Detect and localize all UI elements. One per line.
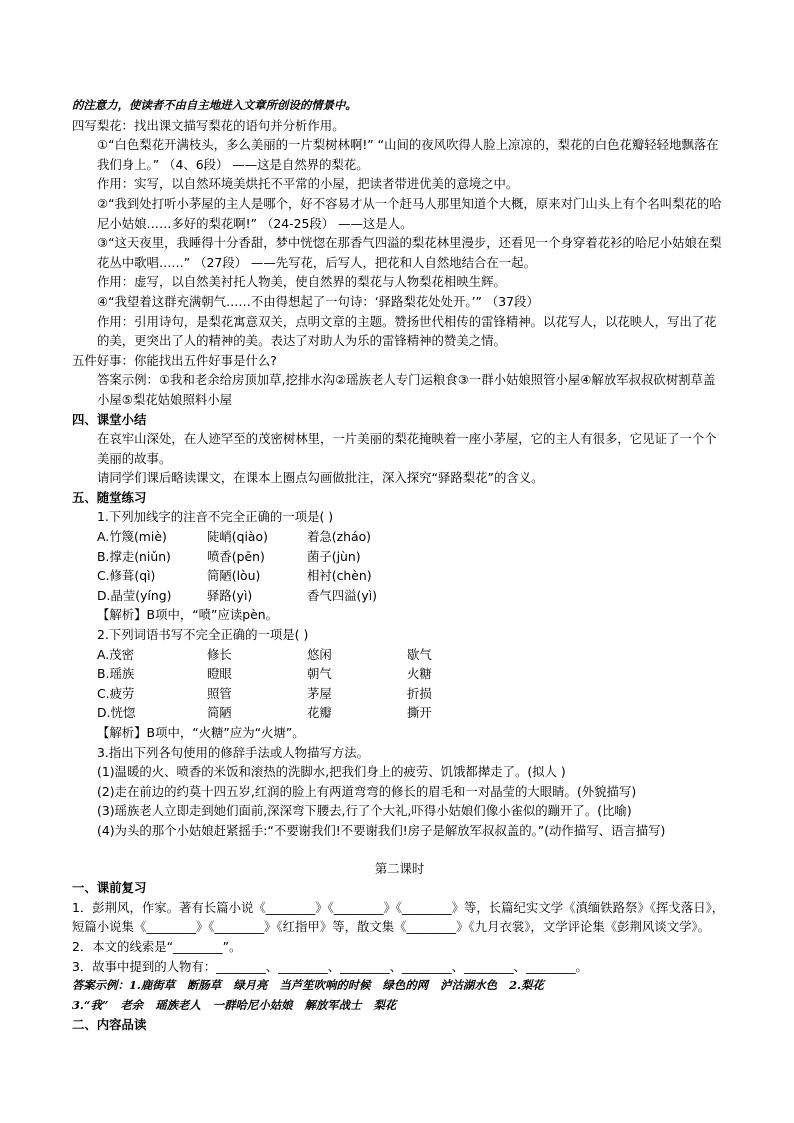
analysis-line: 作用：实写，以自然环境美烘托不平常的小屋，把读者带进优美的意境之中。 xyxy=(97,176,519,192)
sub-question: (4)为头的那个小姑娘赶紧摇手:“不要谢我们!不要谢我们!房子是解放军叔叔盖的。”(动作描写、语言描写) xyxy=(97,822,666,838)
option-c: C.修葺(qì) 简陋(lòu) 相衬(chèn) xyxy=(97,568,372,584)
section-heading: 四写梨花：找出课文描写梨花的语句并分析作用。 xyxy=(72,117,345,133)
review-item: 1．彭荆风，作家。著有长篇小说《________》《________》《________》等，长篇纪实文学《滇缅铁路祭》《挥戈落日》，短篇小说集《________》《________》《红指甲》等，散文集《________》《九月衣裳》，文学评论集《彭荆风谈文学》。 xyxy=(72,899,725,935)
option-d: D.恍惚 简陋 花瓣 撕开 xyxy=(97,705,432,721)
quote-paragraph: ③“这天夜里，我睡得十分香甜，梦中恍惚在那香气四溢的梨花林里漫步，还看见一个身穿着花衫的哈尼小姑娘在梨花丛中歌唱……” （27段） ——先写花，后写人，把花和人自然地结合在一起。 xyxy=(97,235,722,270)
option-b: B.瑶族 瞪眼 朝气 火糖 xyxy=(97,666,432,682)
explanation: 【解析】B项中，“火糖”应为“火塘”。 xyxy=(97,725,305,740)
quote-paragraph: ①“白色梨花开满枝头，多么美丽的一片梨树林啊!” “山间的夜风吹得人脸上凉凉的，梨花的白色花瓣轻轻地飘落在我们身上。” （4、6段） ——这是自然界的梨花。 xyxy=(97,137,719,172)
review-item: 3．故事中提到的人物有：________、________、________、________、________、________。 xyxy=(72,958,588,974)
section-heading: 五件好事：你能找出五件好事是什么? xyxy=(72,352,277,368)
answer-row: 答案示例：1.鹿街草 断肠草 绿月亮 当芦笙吹响的时候 绿色的网 泸沽湖水色 2.梨花 xyxy=(72,978,544,993)
document-page xyxy=(72,96,727,1035)
option-c: C.疲劳 照管 茅屋 折损 xyxy=(97,685,432,701)
section-heading: 一、课前复习 xyxy=(72,880,147,896)
review-item: 2．本文的线索是“________”。 xyxy=(72,938,242,954)
analysis-line: 作用：引用诗句，是梨花寓意双关，点明文章的主题。赞扬世代相传的雷锋精神。以花写人，以花映人，写出了花的美，更突出了人的精神的美。表达了对助人为乐的雷锋精神的赞美之情。 xyxy=(97,313,717,349)
explanation: 【解析】B项中，“喷”应读pèn。 xyxy=(97,607,278,623)
question-3: 3.指出下列各句使用的修辞手法或人物描写方法。 xyxy=(97,744,370,760)
option-b: B.撑走(niǔn) 喷香(pēn) 菌子(jùn) xyxy=(97,548,361,564)
lesson-title: 第二课时 xyxy=(374,860,425,876)
sub-question: (2)走在前边的约莫十四五岁,红润的脸上有两道弯弯的修长的眉毛和一对晶莹的大眼睛。(外貌描写) xyxy=(97,783,637,799)
section-heading: 二、内容品读 xyxy=(72,1017,147,1033)
quote-paragraph: ②“我到处打听小茅屋的主人是哪个，好不容易才从一个赶马人那里知道个大概，原来对门山头上有个名叫梨花的哈尼小姑娘……多好的梨花啊!” （24-25段） ——这是人。 xyxy=(97,195,722,231)
answer-row: 3.“我” 老余 瑶族老人 一群哈尼小姑娘 解放军战士 梨花 xyxy=(72,997,397,1012)
section-heading: 四、课堂小结 xyxy=(72,411,147,427)
summary-paragraph: 请同学们课后略读课文，在课本上圈点勾画做批注，深入探究“驿路梨花”的含义。 xyxy=(97,470,544,486)
quote-paragraph: ④“我望着这群充满朝气……不由得想起了一句诗：‘驿路梨花处处开。’” （37段） xyxy=(97,293,539,309)
option-a: A.竹篾(miè) 陡峭(qiào) 着急(zháo) xyxy=(97,529,371,545)
answer-paragraph: 答案示例：①我和老余给房顶加草,挖排水沟②瑶族老人专门运粮食③一群小姑娘照管小屋④解放军叔叔砍树割草盖小屋⑤梨花姑娘照料小屋 xyxy=(97,372,716,407)
question-1: 1.下列加线字的注音不完全正确的一项是( ) xyxy=(97,509,334,525)
section-heading: 五、随堂练习 xyxy=(72,489,147,505)
option-a: A.茂密 修长 悠闲 歇气 xyxy=(97,646,432,662)
text-line: 的注意力，使读者不由自主地进入文章所创设的情景中。 xyxy=(72,98,357,112)
analysis-line: 作用：虚写，以自然美衬托人物美，使自然界的梨花与人物梨花相映生辉。 xyxy=(97,274,506,290)
option-d: D.晶莹(yíng) 驿路(yì) 香气四溢(yì) xyxy=(97,587,378,603)
sub-question: (1)温暖的火、喷香的米饭和滚热的洗脚水,把我们身上的疲劳、饥饿都撵走了。(拟人 ) xyxy=(97,764,566,780)
question-2: 2.下列词语书写不完全正确的一项是( ) xyxy=(97,627,309,643)
sub-question: (3)瑶族老人立即走到她们面前,深深弯下腰去,行了个大礼,吓得小姑娘们像小雀似的蹦开了。(比喻) xyxy=(97,803,632,819)
summary-paragraph: 在哀牢山深处，在人迹罕至的茂密树林里，一片美丽的梨花掩映着一座小茅屋，它的主人有很多，它见证了一个个美丽的故事。 xyxy=(97,431,717,466)
